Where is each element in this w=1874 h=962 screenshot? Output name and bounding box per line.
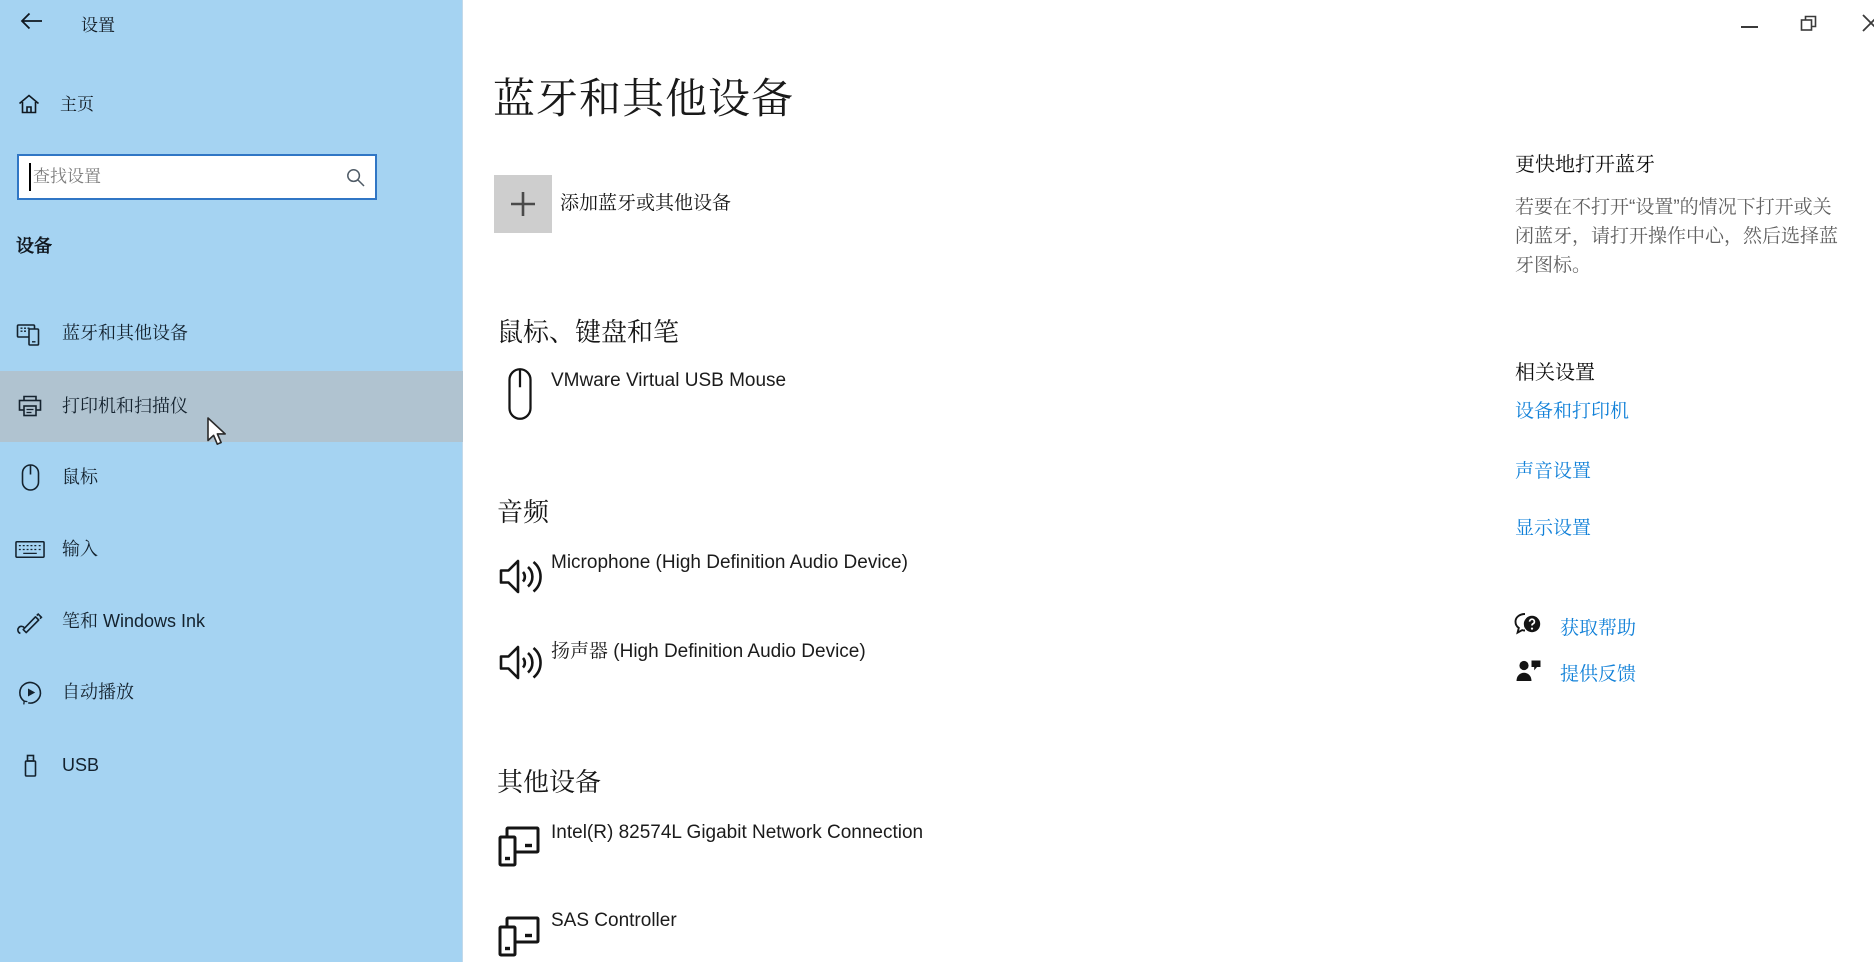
bluetooth-devices-icon [15, 319, 45, 349]
pen-icon [15, 607, 45, 637]
usb-icon [15, 751, 45, 781]
section-title-mouse-keyboard-pen: 鼠标、键盘和笔 [497, 317, 680, 347]
monitor-phone-icon [497, 914, 542, 961]
sidebar-item-label: 鼠标 [62, 467, 98, 487]
search-input[interactable] [19, 156, 375, 198]
back-button[interactable] [12, 4, 52, 38]
sidebar-item-autoplay[interactable] [0, 657, 463, 728]
add-bluetooth-device-button[interactable] [494, 175, 1194, 233]
sidebar-item-label: USB [62, 755, 100, 775]
give-feedback-label: 提供反馈 [1560, 664, 1637, 685]
mouse-icon [505, 366, 535, 422]
search-box [17, 154, 377, 200]
restore-icon [1799, 14, 1818, 33]
tip-line: 牙图标。 [1515, 255, 1592, 276]
close-icon [1856, 8, 1874, 38]
feedback-icon [1515, 656, 1542, 685]
device-row[interactable] [497, 370, 1397, 430]
search-icon[interactable] [345, 167, 366, 188]
page-title: 蓝牙和其他设备 [493, 75, 795, 122]
link-sound-settings[interactable]: 声音设置 [1515, 461, 1592, 482]
plus-icon [494, 175, 552, 233]
device-name: VMware Virtual USB Mouse [551, 370, 787, 391]
device-row[interactable] [497, 636, 1397, 696]
link-devices-and-printers[interactable]: 设备和打印机 [1515, 401, 1630, 422]
give-feedback-link[interactable] [1512, 656, 1712, 686]
get-help-icon [1512, 610, 1543, 639]
sidebar-item-home[interactable] [0, 84, 463, 126]
minimize-icon [1741, 26, 1758, 28]
add-device-label: 添加蓝牙或其他设备 [560, 193, 732, 214]
device-name: 扬声器 (High Definition Audio Device) [551, 641, 866, 662]
mouse-icon [15, 463, 45, 493]
related-settings-header: 相关设置 [1515, 362, 1595, 384]
sidebar-item-printers-scanners[interactable] [0, 371, 463, 442]
device-name: Intel(R) 82574L Gigabit Network Connection [551, 822, 924, 843]
speaker-icon [497, 640, 544, 685]
device-name: Microphone (High Definition Audio Device) [551, 552, 908, 573]
sidebar-item-label: 蓝牙和其他设备 [62, 323, 188, 343]
section-title-other-devices: 其他设备 [497, 767, 602, 797]
printer-icon [15, 392, 45, 422]
tip-line: 闭蓝牙，请打开操作中心，然后选择蓝 [1515, 226, 1839, 247]
sidebar-item-label: 打印机和扫描仪 [62, 396, 188, 416]
text-caret [29, 163, 31, 191]
get-help-label: 获取帮助 [1560, 618, 1637, 639]
app-title: 设置 [81, 16, 115, 35]
get-help-link[interactable] [1512, 610, 1712, 640]
sidebar-item-typing[interactable] [0, 514, 463, 585]
sidebar-item-mouse[interactable] [0, 442, 463, 513]
device-row[interactable] [497, 552, 1397, 612]
section-title-audio: 音频 [497, 497, 550, 527]
tip-body [1515, 193, 1874, 280]
device-name: SAS Controller [551, 910, 677, 931]
sidebar-item-label: 自动播放 [62, 682, 134, 702]
tip-line: 若要在不打开“设置”的情况下打开或关 [1515, 197, 1832, 218]
device-row[interactable] [497, 910, 1397, 962]
sidebar-item-label: 笔和 Windows Ink [62, 611, 206, 631]
link-display-settings[interactable]: 显示设置 [1515, 518, 1592, 539]
sidebar-item-label: 输入 [62, 539, 98, 559]
sidebar-section-header: 设备 [16, 236, 52, 256]
restore-button[interactable] [1793, 8, 1823, 38]
sidebar-item-bluetooth-devices[interactable] [0, 298, 463, 369]
home-icon [17, 92, 41, 116]
sidebar-home-label: 主页 [60, 95, 94, 114]
sidebar [0, 0, 463, 962]
close-button[interactable] [1856, 8, 1874, 38]
back-arrow-icon [20, 12, 44, 30]
autoplay-icon [15, 678, 45, 708]
keyboard-icon [15, 535, 45, 565]
sidebar-item-pen-windows-ink[interactable] [0, 586, 463, 657]
sidebar-item-usb[interactable] [0, 730, 463, 801]
tip-title: 更快地打开蓝牙 [1515, 154, 1655, 176]
device-row[interactable] [497, 822, 1397, 882]
speaker-icon [497, 554, 544, 599]
monitor-phone-icon [497, 824, 542, 871]
minimize-button[interactable] [1734, 8, 1764, 38]
